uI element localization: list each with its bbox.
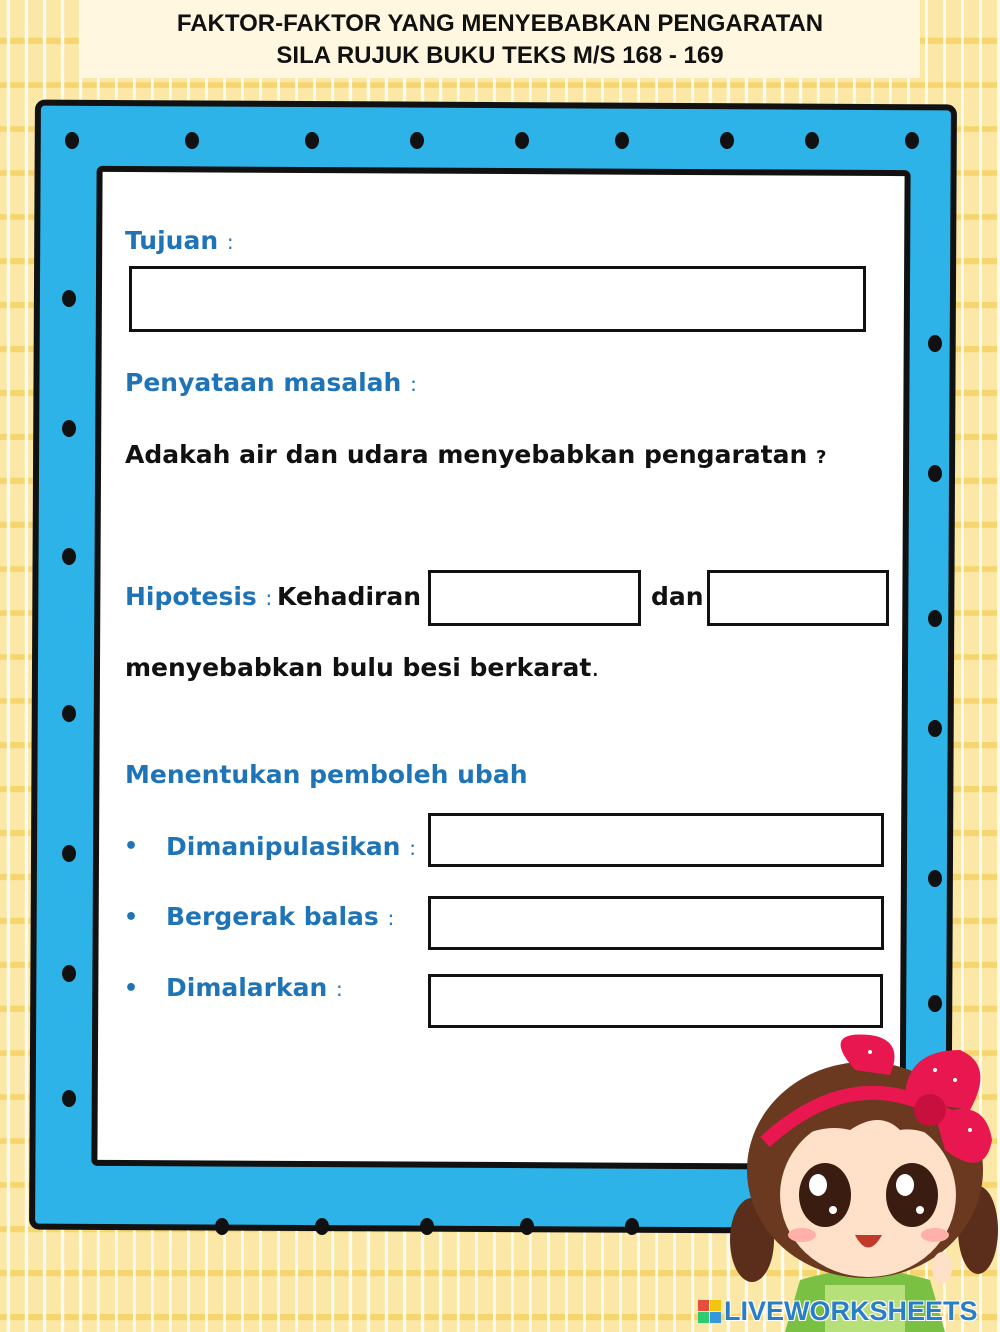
header-title: FAKTOR-FAKTOR YANG MENYEBABKAN PENGARATAN xyxy=(176,10,824,37)
period: . xyxy=(591,653,600,682)
dimalarkan-input[interactable] xyxy=(428,974,883,1028)
frame-dot xyxy=(305,132,319,149)
bullet: • xyxy=(124,834,139,859)
pemboleh-ubah-heading: Menentukan pemboleh ubah xyxy=(125,760,528,789)
tujuan-input[interactable] xyxy=(129,266,866,332)
frame-dot xyxy=(62,705,76,722)
liveworksheets-logo-icon xyxy=(698,1300,722,1324)
colon: : xyxy=(409,836,416,860)
bergerak-balas-label xyxy=(166,902,394,931)
frame-dot xyxy=(928,335,942,352)
hipotesis-label xyxy=(125,582,272,611)
frame-dot xyxy=(928,465,942,482)
frame-dot xyxy=(928,870,942,887)
tujuan-label-text: Tujuan xyxy=(125,226,219,255)
colon: : xyxy=(226,230,234,254)
frame-dot xyxy=(62,965,76,982)
colon: : xyxy=(410,372,417,396)
variable-label: Bergerak balas xyxy=(166,902,379,931)
dimanipulasikan-label xyxy=(166,832,416,861)
frame-dot xyxy=(805,132,819,149)
penyataan-text: Adakah air dan udara menyebabkan pengaratan xyxy=(125,440,808,469)
frame-dot xyxy=(62,548,76,565)
hipotesis-input-1[interactable] xyxy=(428,570,641,626)
frame-dot xyxy=(520,1218,534,1235)
frame-dot xyxy=(615,132,629,149)
penyataan-label xyxy=(125,368,417,397)
bullet: • xyxy=(124,905,139,930)
question-mark: ? xyxy=(815,447,827,468)
header-subtitle: SILA RUJUK BUKU TEKS M/S 168 - 169 xyxy=(276,42,724,69)
hipotesis-text-dan: dan xyxy=(651,582,704,611)
colon: : xyxy=(265,586,273,610)
hipotesis-label-text: Hipotesis xyxy=(125,582,257,611)
dimanipulasikan-input[interactable] xyxy=(428,813,884,867)
liveworksheets-brand[interactable]: LIVEWORKSHEETS xyxy=(724,1296,978,1326)
hipotesis-text-kehadiran: Kehadiran xyxy=(277,582,422,611)
frame-dot xyxy=(625,1218,639,1235)
tujuan-label xyxy=(125,226,234,255)
frame-dot xyxy=(928,610,942,627)
frame-dot xyxy=(928,995,942,1012)
colon: : xyxy=(387,906,395,930)
frame-dot xyxy=(62,290,76,307)
frame-dot xyxy=(515,132,529,149)
frame-dot xyxy=(905,132,919,149)
bullet: • xyxy=(124,976,139,1001)
variable-label: Dimanipulasikan xyxy=(166,832,401,861)
frame-dot xyxy=(185,132,199,149)
frame-dot xyxy=(420,1218,434,1235)
frame-dot xyxy=(720,132,734,149)
frame-dot xyxy=(62,1090,76,1107)
dimalarkan-label xyxy=(166,973,343,1002)
variable-label: Dimalarkan xyxy=(166,973,328,1002)
colon: : xyxy=(336,977,343,1001)
worksheet-header xyxy=(80,0,920,78)
frame-dot xyxy=(928,720,942,737)
frame-dot xyxy=(62,845,76,862)
hipotesis-continuation xyxy=(125,653,599,682)
frame-dot xyxy=(62,420,76,437)
frame-dot xyxy=(410,132,424,149)
frame-dot xyxy=(65,132,79,149)
frame-dot xyxy=(215,1218,229,1235)
cartoon-girl-illustration xyxy=(730,1030,1000,1332)
penyataan-question xyxy=(125,440,826,469)
hipotesis-text-berkarat: menyebabkan bulu besi berkarat xyxy=(125,653,592,682)
bergerak-balas-input[interactable] xyxy=(428,896,884,950)
penyataan-label-text: Penyataan masalah xyxy=(125,368,402,397)
hipotesis-input-2[interactable] xyxy=(707,570,889,626)
frame-dot xyxy=(315,1218,329,1235)
